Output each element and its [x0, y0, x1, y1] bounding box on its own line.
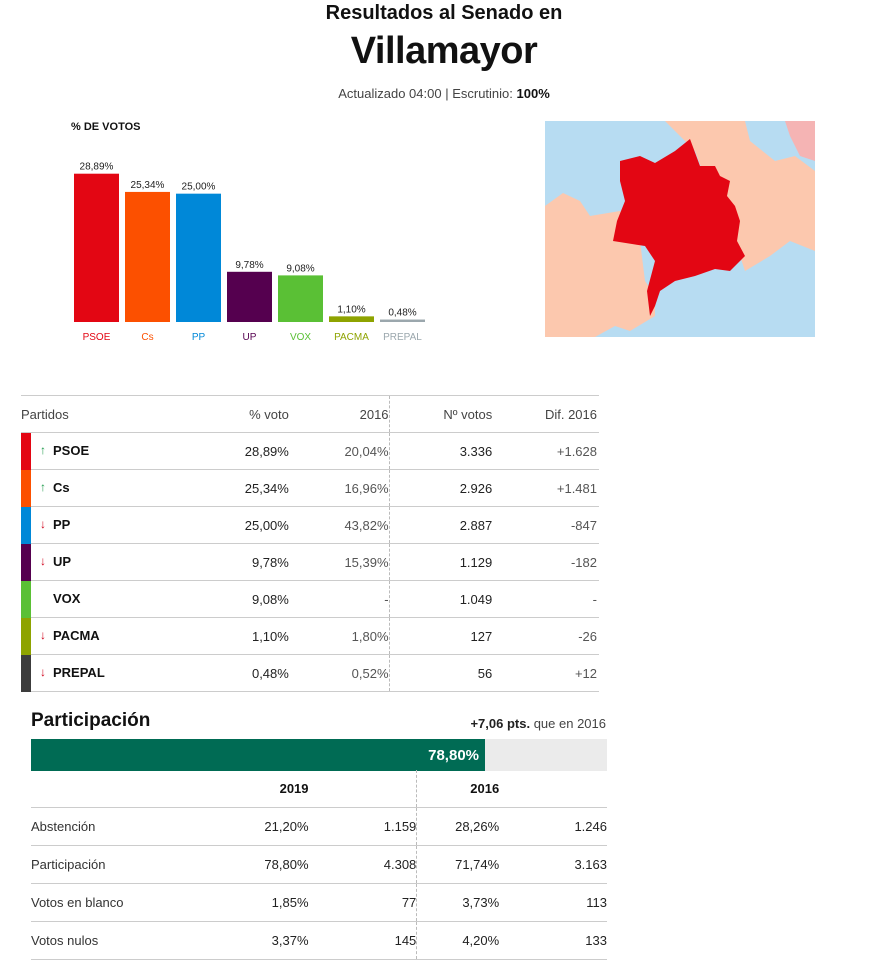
party-name: PACMA — [53, 628, 100, 643]
pct-2016: 71,74% — [417, 846, 499, 884]
participation-row — [31, 884, 607, 922]
participation-row — [31, 846, 607, 884]
bar-value-label: 25,00% — [181, 181, 216, 193]
col-header-party: Partidos — [21, 396, 200, 433]
participation-title: Participación — [31, 710, 151, 731]
col-header-votes: Nº votos — [389, 396, 492, 433]
party-color-swatch — [21, 581, 31, 618]
bar-category-label: VOX — [289, 332, 312, 343]
pct-2016: 28,26% — [417, 808, 499, 846]
bar-up[interactable] — [227, 272, 272, 322]
party-pct: 1,10% — [200, 618, 289, 655]
party-color-swatch — [21, 433, 31, 470]
party-pct: 9,78% — [200, 544, 289, 581]
scrutiny-label: | Escrutinio: — [445, 86, 513, 101]
party-pct: 25,00% — [200, 507, 289, 544]
participation-row-label: Abstención — [31, 808, 209, 846]
party-cell — [21, 470, 200, 507]
party-row — [21, 655, 599, 692]
party-row — [21, 507, 599, 544]
vote-share-bar-chart — [60, 140, 440, 350]
party-pct-2016: 1,80% — [289, 618, 389, 655]
party-row — [21, 544, 599, 581]
party-diff-2016: -26 — [492, 618, 599, 655]
pct-2019: 21,20% — [209, 808, 309, 846]
count-2016: 1.246 — [499, 808, 607, 846]
party-pct-2016: 15,39% — [289, 544, 389, 581]
participation-row-label: Votos nulos — [31, 922, 209, 960]
page-kicker: Resultados al Senado en — [325, 2, 563, 24]
party-color-swatch — [21, 618, 31, 655]
participation-diff — [380, 716, 606, 731]
party-pct: 25,34% — [200, 470, 289, 507]
party-cell — [21, 433, 200, 470]
trend-arrow-icon: ↓ — [40, 554, 46, 568]
col-header-diff: Dif. 2016 — [492, 396, 599, 433]
count-2019: 145 — [309, 922, 417, 960]
bar-category-label: PSOE — [82, 332, 111, 343]
party-name: VOX — [53, 591, 81, 606]
municipality-map[interactable] — [545, 121, 815, 337]
party-pct: 0,48% — [200, 655, 289, 692]
count-2019: 4.308 — [309, 846, 417, 884]
party-row — [21, 433, 599, 470]
participation-header-empty — [31, 770, 209, 808]
col-header-2016: 2016 — [289, 396, 389, 433]
party-pct-2016: 0,52% — [289, 655, 389, 692]
party-cell — [21, 655, 200, 692]
party-cell — [21, 507, 200, 544]
count-2016: 113 — [499, 884, 607, 922]
participation-row-label: Votos en blanco — [31, 884, 209, 922]
participation-header-row — [31, 770, 607, 808]
party-votes: 56 — [389, 655, 492, 692]
party-pct: 28,89% — [200, 433, 289, 470]
participation-row — [31, 922, 607, 960]
party-color-swatch — [21, 655, 31, 692]
party-pct-2016: 43,82% — [289, 507, 389, 544]
trend-arrow-icon: ↓ — [40, 517, 46, 531]
party-votes: 1.129 — [389, 544, 492, 581]
party-name: PSOE — [53, 443, 90, 458]
party-color-swatch — [21, 507, 31, 544]
party-cell — [21, 581, 200, 618]
party-votes: 2.887 — [389, 507, 492, 544]
bar-value-label: 25,34% — [130, 179, 165, 191]
year-2019-header-spacer — [309, 770, 417, 808]
party-color-swatch — [21, 470, 31, 507]
results-header-row — [21, 396, 599, 433]
party-diff-2016: -847 — [492, 507, 599, 544]
party-name: Cs — [53, 480, 70, 495]
bar-prepal[interactable] — [380, 320, 425, 322]
party-row — [21, 618, 599, 655]
bar-category-label: Cs — [141, 332, 154, 343]
results-table — [21, 395, 599, 692]
bar-category-label: PP — [191, 332, 206, 343]
trend-arrow-icon: ↓ — [40, 665, 46, 679]
updated-time: Actualizado 04:00 — [338, 86, 442, 101]
bar-pp[interactable] — [176, 194, 221, 322]
pct-2019: 1,85% — [209, 884, 309, 922]
bar-cs[interactable] — [125, 192, 170, 322]
count-2016: 133 — [499, 922, 607, 960]
pct-2016: 3,73% — [417, 884, 499, 922]
participation-diff-value: +7,06 pts. — [470, 716, 531, 731]
party-row — [21, 470, 599, 507]
party-votes: 2.926 — [389, 470, 492, 507]
party-name: PREPAL — [53, 665, 105, 680]
party-diff-2016: +12 — [492, 655, 599, 692]
participation-row-label: Participación — [31, 846, 209, 884]
party-pct-2016: 16,96% — [289, 470, 389, 507]
trend-arrow-icon: ↑ — [40, 480, 46, 494]
party-pct-2016: 20,04% — [289, 433, 389, 470]
bar-category-label: UP — [242, 332, 257, 343]
bar-value-label: 9,78% — [235, 259, 264, 271]
party-diff-2016: +1.628 — [492, 433, 599, 470]
pct-2019: 78,80% — [209, 846, 309, 884]
scrutiny-value: 100% — [516, 86, 550, 101]
party-cell — [21, 544, 200, 581]
pct-2016: 4,20% — [417, 922, 499, 960]
party-diff-2016: - — [492, 581, 599, 618]
page-title: Villamayor — [350, 30, 538, 72]
year-2016-header-spacer — [499, 770, 607, 808]
bar-psoe[interactable] — [74, 174, 119, 322]
bar-value-label: 28,89% — [79, 161, 114, 173]
bar-category-label: PACMA — [334, 332, 369, 343]
party-votes: 127 — [389, 618, 492, 655]
participation-bar-label: 78,80% — [428, 747, 479, 764]
col-header-pct: % voto — [200, 396, 289, 433]
party-diff-2016: +1.481 — [492, 470, 599, 507]
count-2016: 3.163 — [499, 846, 607, 884]
party-pct-2016: - — [289, 581, 389, 618]
pct-2019: 3,37% — [209, 922, 309, 960]
party-diff-2016: -182 — [492, 544, 599, 581]
party-votes: 3.336 — [389, 433, 492, 470]
party-votes: 1.049 — [389, 581, 492, 618]
year-2016-header: 2016 — [417, 770, 499, 808]
participation-table — [31, 770, 607, 960]
bar-value-label: 0,48% — [388, 307, 417, 319]
bar-category-label: PREPAL — [383, 332, 422, 343]
trend-arrow-icon: ↓ — [40, 628, 46, 642]
party-color-swatch — [21, 544, 31, 581]
participation-row — [31, 808, 607, 846]
update-status — [0, 86, 888, 101]
chart-title: % DE VOTOS — [71, 121, 141, 133]
year-2019-header: 2019 — [209, 770, 309, 808]
party-row — [21, 581, 599, 618]
party-pct: 9,08% — [200, 581, 289, 618]
participation-diff-suffix: que en 2016 — [533, 716, 606, 731]
bar-pacma[interactable] — [329, 316, 374, 322]
bar-value-label: 1,10% — [337, 304, 366, 316]
count-2019: 77 — [309, 884, 417, 922]
count-2019: 1.159 — [309, 808, 417, 846]
trend-arrow-icon: ↑ — [40, 443, 46, 457]
party-name: PP — [53, 517, 71, 532]
bar-vox[interactable] — [278, 275, 323, 322]
bar-value-label: 9,08% — [286, 263, 315, 275]
party-cell — [21, 618, 200, 655]
party-name: UP — [53, 554, 72, 569]
